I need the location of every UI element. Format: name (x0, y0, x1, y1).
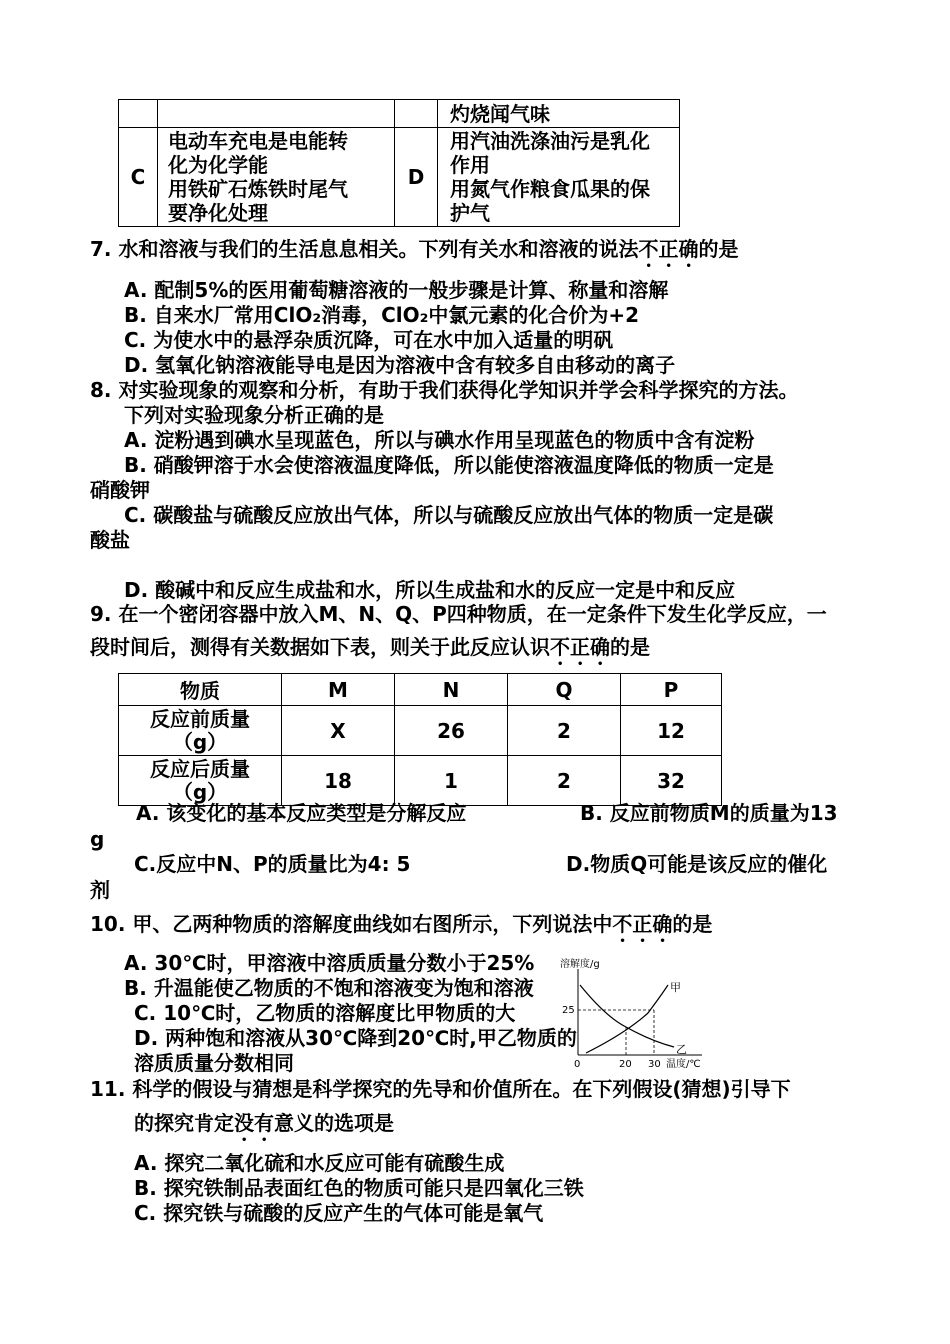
graph-x-tick: 20 (619, 1059, 632, 1070)
graph-x-tick: 30 (648, 1059, 661, 1070)
q9-option-d-line2: 剂 (90, 878, 110, 902)
graph-label-jia: 甲 (670, 981, 681, 994)
q9-data-table (118, 673, 722, 806)
option-c-cell (158, 128, 395, 227)
option-c-line: 要净化处理 (168, 201, 268, 225)
option-d-line: 用汽油洗涤油污是乳化 (450, 129, 650, 153)
table-cell: 2 (508, 756, 621, 806)
graph-y-tick: 25 (562, 1005, 575, 1016)
table-header: N (395, 674, 508, 706)
q8-option-b-line2: 硝酸钾 (90, 478, 150, 502)
q10-stem (90, 911, 712, 947)
q9-stem-line2 (90, 634, 650, 670)
table-cell (395, 100, 438, 128)
q7-stem (90, 236, 738, 272)
q11-option-a: A. 探究二氧化硫和水反应可能有硫酸生成 (134, 1151, 505, 1175)
option-d-line: 用氮气作粮食瓜果的保 (450, 177, 650, 201)
row-label-unit: （g） (172, 779, 228, 804)
top-options-table (118, 99, 680, 227)
table-header: 物质 (119, 674, 282, 706)
table-cell: 32 (621, 756, 722, 806)
table-cell: 灼烧闻气味 (438, 100, 680, 128)
q9-stem-text: 段时间后，测得有关数据如下表，则关于此反应认识 (90, 635, 550, 659)
q8-option-d: D. 酸碱中和反应生成盐和水，所以生成盐和水的反应一定是中和反应 (124, 578, 736, 602)
q10-option-b: B. 升温能使乙物质的不饱和溶液变为饱和溶液 (124, 976, 534, 1000)
row-label-unit: （g） (172, 729, 228, 754)
q9-option-c: C.反应中N、P的质量比为4: 5 (134, 852, 411, 876)
q10-option-d-line1: D. 两种饱和溶液从30℃降到20℃时,甲乙物质的 (134, 1026, 577, 1050)
q11-stem-tail: 意义的选项是 (274, 1111, 394, 1135)
q7-stem-tail: 的是 (698, 237, 739, 261)
q8-option-c-line1: C. 碳酸盐与硫酸反应放出气体，所以与硫酸反应放出气体的物质一定是碳 (124, 503, 774, 527)
graph-label-yi: 乙 (676, 1043, 687, 1056)
q9-option-b-line1: B. 反应前物质M的质量为13 (580, 801, 838, 825)
option-c-line: 用铁矿石炼铁时尾气 (168, 177, 348, 201)
q8-option-a: A. 淀粉遇到碘水呈现蓝色，所以与碘水作用呈现蓝色的物质中含有淀粉 (124, 428, 755, 452)
q10-stem-text: 10. 甲、乙两种物质的溶解度曲线如右图所示，下列说法中 (90, 912, 613, 936)
table-cell: X (282, 706, 395, 756)
table-cell (119, 100, 158, 128)
solubility-curve-figure (556, 955, 716, 1073)
table-header: M (282, 674, 395, 706)
q11-option-b: B. 探究铁制品表面红色的物质可能只是四氧化三铁 (134, 1176, 584, 1200)
curve-yi (580, 985, 674, 1047)
option-label-c: C (119, 128, 158, 227)
table-row-label (119, 706, 282, 756)
q9-stem-line1: 9. 在一个密闭容器中放入M、N、Q、P四种物质，在一定条件下发生化学反应，一 (90, 602, 827, 626)
table-cell: 12 (621, 706, 722, 756)
q7-option-d: D. 氢氧化钠溶液能导电是因为溶液中含有较多自由移动的离子 (124, 353, 676, 377)
q11-stem-emphasis: 没有 (234, 1111, 274, 1135)
table-header: Q (508, 674, 621, 706)
option-c-line: 化为化学能 (168, 153, 268, 177)
graph-ylabel: 溶解度/g (560, 959, 600, 970)
option-c-line: 电动车充电是电能转 (168, 129, 348, 153)
q8-stem-line1: 8. 对实验现象的观察和分析，有助于我们获得化学知识并学会科学探究的方法。 (90, 378, 799, 402)
q11-stem-line1: 11. 科学的假设与猜想是科学探究的先导和价值所在。在下列假设(猜想)引导下 (90, 1077, 791, 1101)
q9-option-a: A. 该变化的基本反应类型是分解反应 (136, 801, 467, 825)
q9-stem-tail: 的是 (610, 635, 650, 659)
q7-stem-text: 7. 水和溶液与我们的生活息息相关。下列有关水和溶液的说法 (90, 237, 639, 261)
q10-option-a: A. 30℃时，甲溶液中溶质质量分数小于25% (124, 951, 535, 975)
table-row (119, 706, 722, 756)
q10-option-c: C. 10℃时，乙物质的溶解度比甲物质的大 (134, 1001, 516, 1025)
q11-stem-line2 (134, 1110, 394, 1146)
q11-option-c: C. 探究铁与硫酸的反应产生的气体可能是氧气 (134, 1201, 544, 1225)
option-d-line: 护气 (450, 201, 490, 225)
table-row-label (119, 756, 282, 806)
table-cell: 2 (508, 706, 621, 756)
q11-stem-text: 的探究肯定 (134, 1111, 234, 1135)
table-cell: 18 (282, 756, 395, 806)
row-label-line: 反应后质量 (150, 756, 250, 781)
table-cell: 1 (395, 756, 508, 806)
q7-option-a: A. 配制5%的医用葡萄糖溶液的一般步骤是计算、称量和溶解 (124, 278, 669, 302)
row-label-line: 反应前质量 (150, 706, 250, 731)
option-d-line: 作用 (450, 153, 490, 177)
q10-stem-tail: 的是 (672, 912, 713, 936)
q7-option-c: C. 为使水中的悬浮杂质沉降，可在水中加入适量的明矾 (124, 328, 614, 352)
q9-option-b-line2: g (90, 827, 105, 851)
table-cell: 26 (395, 706, 508, 756)
q7-option-b: B. 自来水厂常用ClO₂消毒，ClO₂中氯元素的化合价为+2 (124, 303, 640, 327)
table-row (119, 756, 722, 806)
q10-stem-emphasis: 不正确 (612, 912, 673, 936)
option-d-cell (438, 128, 680, 227)
q10-option-d-line2: 溶质质量分数相同 (134, 1051, 294, 1075)
q9-stem-emphasis: 不正确 (550, 635, 610, 659)
q7-stem-emphasis: 不正确 (638, 237, 699, 261)
graph-xlabel: 温度/℃ (666, 1059, 701, 1070)
q8-option-b-line1: B. 硝酸钾溶于水会使溶液温度降低，所以能使溶液温度降低的物质一定是 (124, 453, 774, 477)
q8-stem-line2: 下列对实验现象分析正确的是 (124, 403, 384, 427)
q8-option-c-line2: 酸盐 (90, 528, 130, 552)
graph-x-tick: 0 (574, 1059, 581, 1070)
option-label-d: D (395, 128, 438, 227)
q9-option-d-line1: D.物质Q可能是该反应的催化 (566, 852, 828, 876)
table-cell (158, 100, 395, 128)
curve-jia (586, 985, 668, 1053)
table-header: P (621, 674, 722, 706)
